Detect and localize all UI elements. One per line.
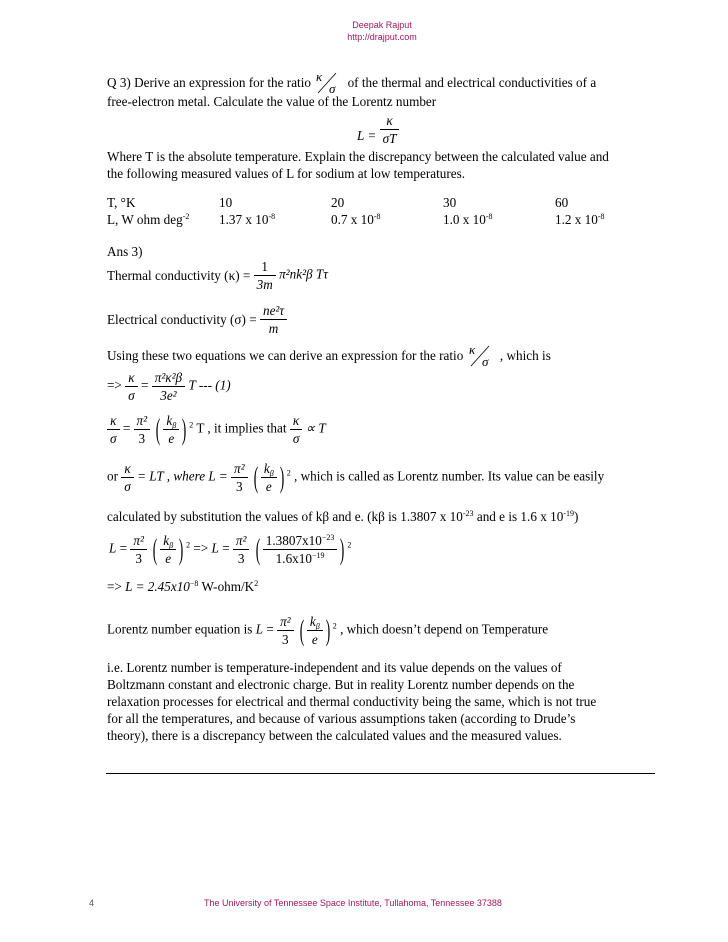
result-unit-exp: 2 [254,579,259,588]
table-temp-20: 20 [331,195,345,210]
thermal-fraction [254,258,276,293]
eq2-lhs [107,412,120,447]
lorentz-kb-frac: $\frac{k_\beta}{e}$ [307,613,323,648]
ratio2-kappa: κ [468,344,475,357]
table-temp-60: 60 [555,195,569,210]
or-kb-frac: $\frac{k_\beta}{e}$ [261,460,277,495]
eq2-kb-frac: $\frac{k_\beta}{e}$ [163,412,179,447]
result-unit: W-ohm/K [198,579,255,594]
table-row2-label [107,211,189,228]
table-value-30 [443,211,493,228]
or-sigma: σ [124,479,131,494]
result-prefix: => [107,579,122,594]
page-number: 4 [89,898,95,908]
or-mid: = LT , where L = [137,468,228,484]
table-temp-30: 30 [443,195,457,210]
calc-mid: and e is 1.6 x 10 [473,509,564,524]
thermal-tail: π²nk²β Tτ [279,266,328,282]
equation-2: $\frac{\kappa}{\sigma}$ = $\frac{\text{π²}}{3}$ ( $\frac{k_\beta}{e}$ ) $^2$ T , it implies that $\frac{\kappa}{\sigma}$ ∝ T [107,412,326,447]
table-value-10-exp: -8 [268,212,276,221]
electrical-num: ne²τ [260,302,287,320]
thermal-equation [107,258,328,293]
subst-den: 1.6x10 [275,551,312,566]
table-row2-label-text: L, W ohm deg [107,212,183,227]
using-tail: , which is [499,348,551,363]
result-line [107,578,258,595]
table-value-30-text: 1.0 x 10 [443,212,486,227]
eq2-text: T , it implies that [196,420,287,436]
or-prefix: or [107,468,118,484]
calc-exp-1: -23 [462,509,474,518]
eq2-pi-frac: $\frac{\text{π²}}{3}$ [134,412,151,447]
subst-pi-frac-1: $\frac{\text{π²}}{3}$ [130,532,147,567]
table-value-60-text: 1.2 x 10 [555,212,598,227]
eq2-sigma: σ [110,431,117,446]
or-tail: , which is called as Lorentz number. Its value can be easily [294,468,605,484]
lorentz-pi-frac: $\frac{\text{π²}}{3}$ [277,613,294,648]
lorentz-definition [357,112,399,147]
eq1-num: π²κ²β [152,369,185,387]
table-row1-label: T, °K [107,195,136,210]
calc-exp-2: -19 [563,509,574,518]
lorentz-eq-label: Lorentz number equation is [107,621,253,637]
electrical-equation [107,302,287,337]
question-line-1 [107,71,655,95]
table-temp-10: 10 [219,195,233,210]
eq2-prop: ∝ T [305,420,326,436]
calc-line [107,508,655,525]
using-line [107,344,655,368]
para-line-3: relaxation processes for electrical and thermal conductivity being the same, which is not true [107,694,597,709]
lorentz-den: σT [382,131,397,146]
lorentz-fraction [380,112,400,147]
result-value: L = 2.45x10 [125,579,190,594]
electrical-fraction [260,302,287,337]
electrical-label: Electrical conductivity (σ) = [107,311,257,327]
table-value-10 [219,211,275,228]
para-line-2: Boltzmann constant and electronic charge. But in reality Lorentz number depends on the [107,677,575,692]
equation-1: => $\frac{\kappa}{\sigma}$ = $\frac{\text{π²κ²β}}{\text{3e²}}$ T --- (1) [107,370,231,403]
lorentz-equation-line: Lorentz number equation is L = $\frac{\text{π²}}{3}$ ( $\frac{k_\beta}{e}$ ) $^2$ , which doesn’t depend on Temperature [107,613,549,647]
eq1-sigma: σ [128,388,135,403]
table-value-60 [555,211,605,228]
ratio2-sigma: σ [481,354,489,368]
subst-num: 1.3807x10 [265,533,322,548]
table-value-20 [331,211,381,228]
header-url[interactable]: http://drajput.com [347,32,417,42]
eq1-fraction [152,369,185,404]
where-line-2: the following measured values of L for sodium at low temperatures. [107,166,466,181]
electrical-den: m [268,321,279,336]
subst-kb-frac: $\frac{k_\beta}{e}$ [160,532,176,567]
eq2-ratio-sigma: σ [292,431,300,446]
eq2-ratio [290,412,303,447]
ratio-slash-icon [314,71,344,95]
lorentz-lhs: L = [357,127,377,143]
table-value-60-exp: -8 [597,212,605,221]
question-intro: Q 3) Derive an expression for the ratio [107,75,311,90]
para-line-4: for all the temperatures, and because of various assumptions taken (according to Drude’s [107,711,576,726]
subst-num-exp: −23 [321,533,335,542]
subst-pi-frac-2: $\frac{\text{π²}}{3}$ [233,532,250,567]
para-line-1: i.e. Lorentz number is temperature-independent and its value depends on the values of [107,660,562,675]
where-line-1: Where T is the absolute temperature. Explain the discrepancy between the calculated value and [107,149,609,164]
answer-label: Ans 3) [107,244,143,259]
question-line-2: free-electron metal. Calculate the value of the Lorentz number [107,94,437,109]
table-value-20-exp: -8 [373,212,381,221]
eq1-prefix: => [107,377,122,393]
question-intro-tail: of the thermal and electrical conductivities of a [347,75,597,90]
table-value-20-text: 0.7 x 10 [331,212,374,227]
eq1-tail: T --- (1) [188,377,231,393]
substitution-equation: L = $\frac{\text{π²}}{3}$ ( $\frac{k_\beta}{e}$ ) $^2$ => L = $\frac{\text{π²}}{3}$ ( $\frac{1.3807x10^{-23}}{1.6x10^{-19}}$ ) $^2$ [109,532,352,566]
lorentz-num: κ [380,112,400,130]
or-line: or $\frac{\kappa}{\sigma}$ = LT , where L = $\frac{\text{π²}}{3}$ ( $\frac{k_\beta}{e}$ ) $^2$ , which is called as Lorentz number. Its value can be easily [107,460,605,494]
eq1-den: 3e² [160,388,177,403]
or-kappa: κ [121,460,134,478]
table-value-30-exp: -8 [485,212,493,221]
subst-den-exp: −19 [311,551,325,560]
or-ratio [121,460,134,495]
subst-value-frac [263,532,338,567]
ratio-kappa: κ [316,71,323,84]
eq1-kappa-sigma [125,369,138,404]
calc-end: ) [573,509,579,524]
lorentz-eq-tail: , which doesn’t depend on Temperature [340,621,549,637]
para-line-5: theory), there is a discrepancy between the calculated values and the measured values. [107,728,562,743]
eq2-ratio-kappa: κ [290,412,303,430]
calc-text: calculated by substitution the values of kβ and e. (kβ is 1.3807 x 10 [107,509,463,524]
thermal-num: 1 [254,258,276,276]
ratio-sigma: σ [329,81,336,95]
thermal-label: Thermal conductivity (κ) = [107,267,251,283]
using-text: Using these two equations we can derive an expression for the ratio [107,348,464,363]
or-pi-frac: $\frac{\text{π²}}{3}$ [231,460,248,495]
table-value-10-text: 1.37 x 10 [219,212,269,227]
table-row2-label-exp: -2 [182,212,190,221]
eq2-kappa: κ [107,412,120,430]
header-author: Deepak Rajput [352,20,412,30]
result-exp: −8 [189,579,199,588]
section-divider [106,773,655,774]
thermal-den: 3m [256,277,273,292]
ratio-slash-icon-2 [467,344,497,368]
footer-institution: The University of Tennessee Space Institute, Tullahoma, Tennessee 37388 [204,898,502,908]
eq1-kappa: κ [125,369,138,387]
